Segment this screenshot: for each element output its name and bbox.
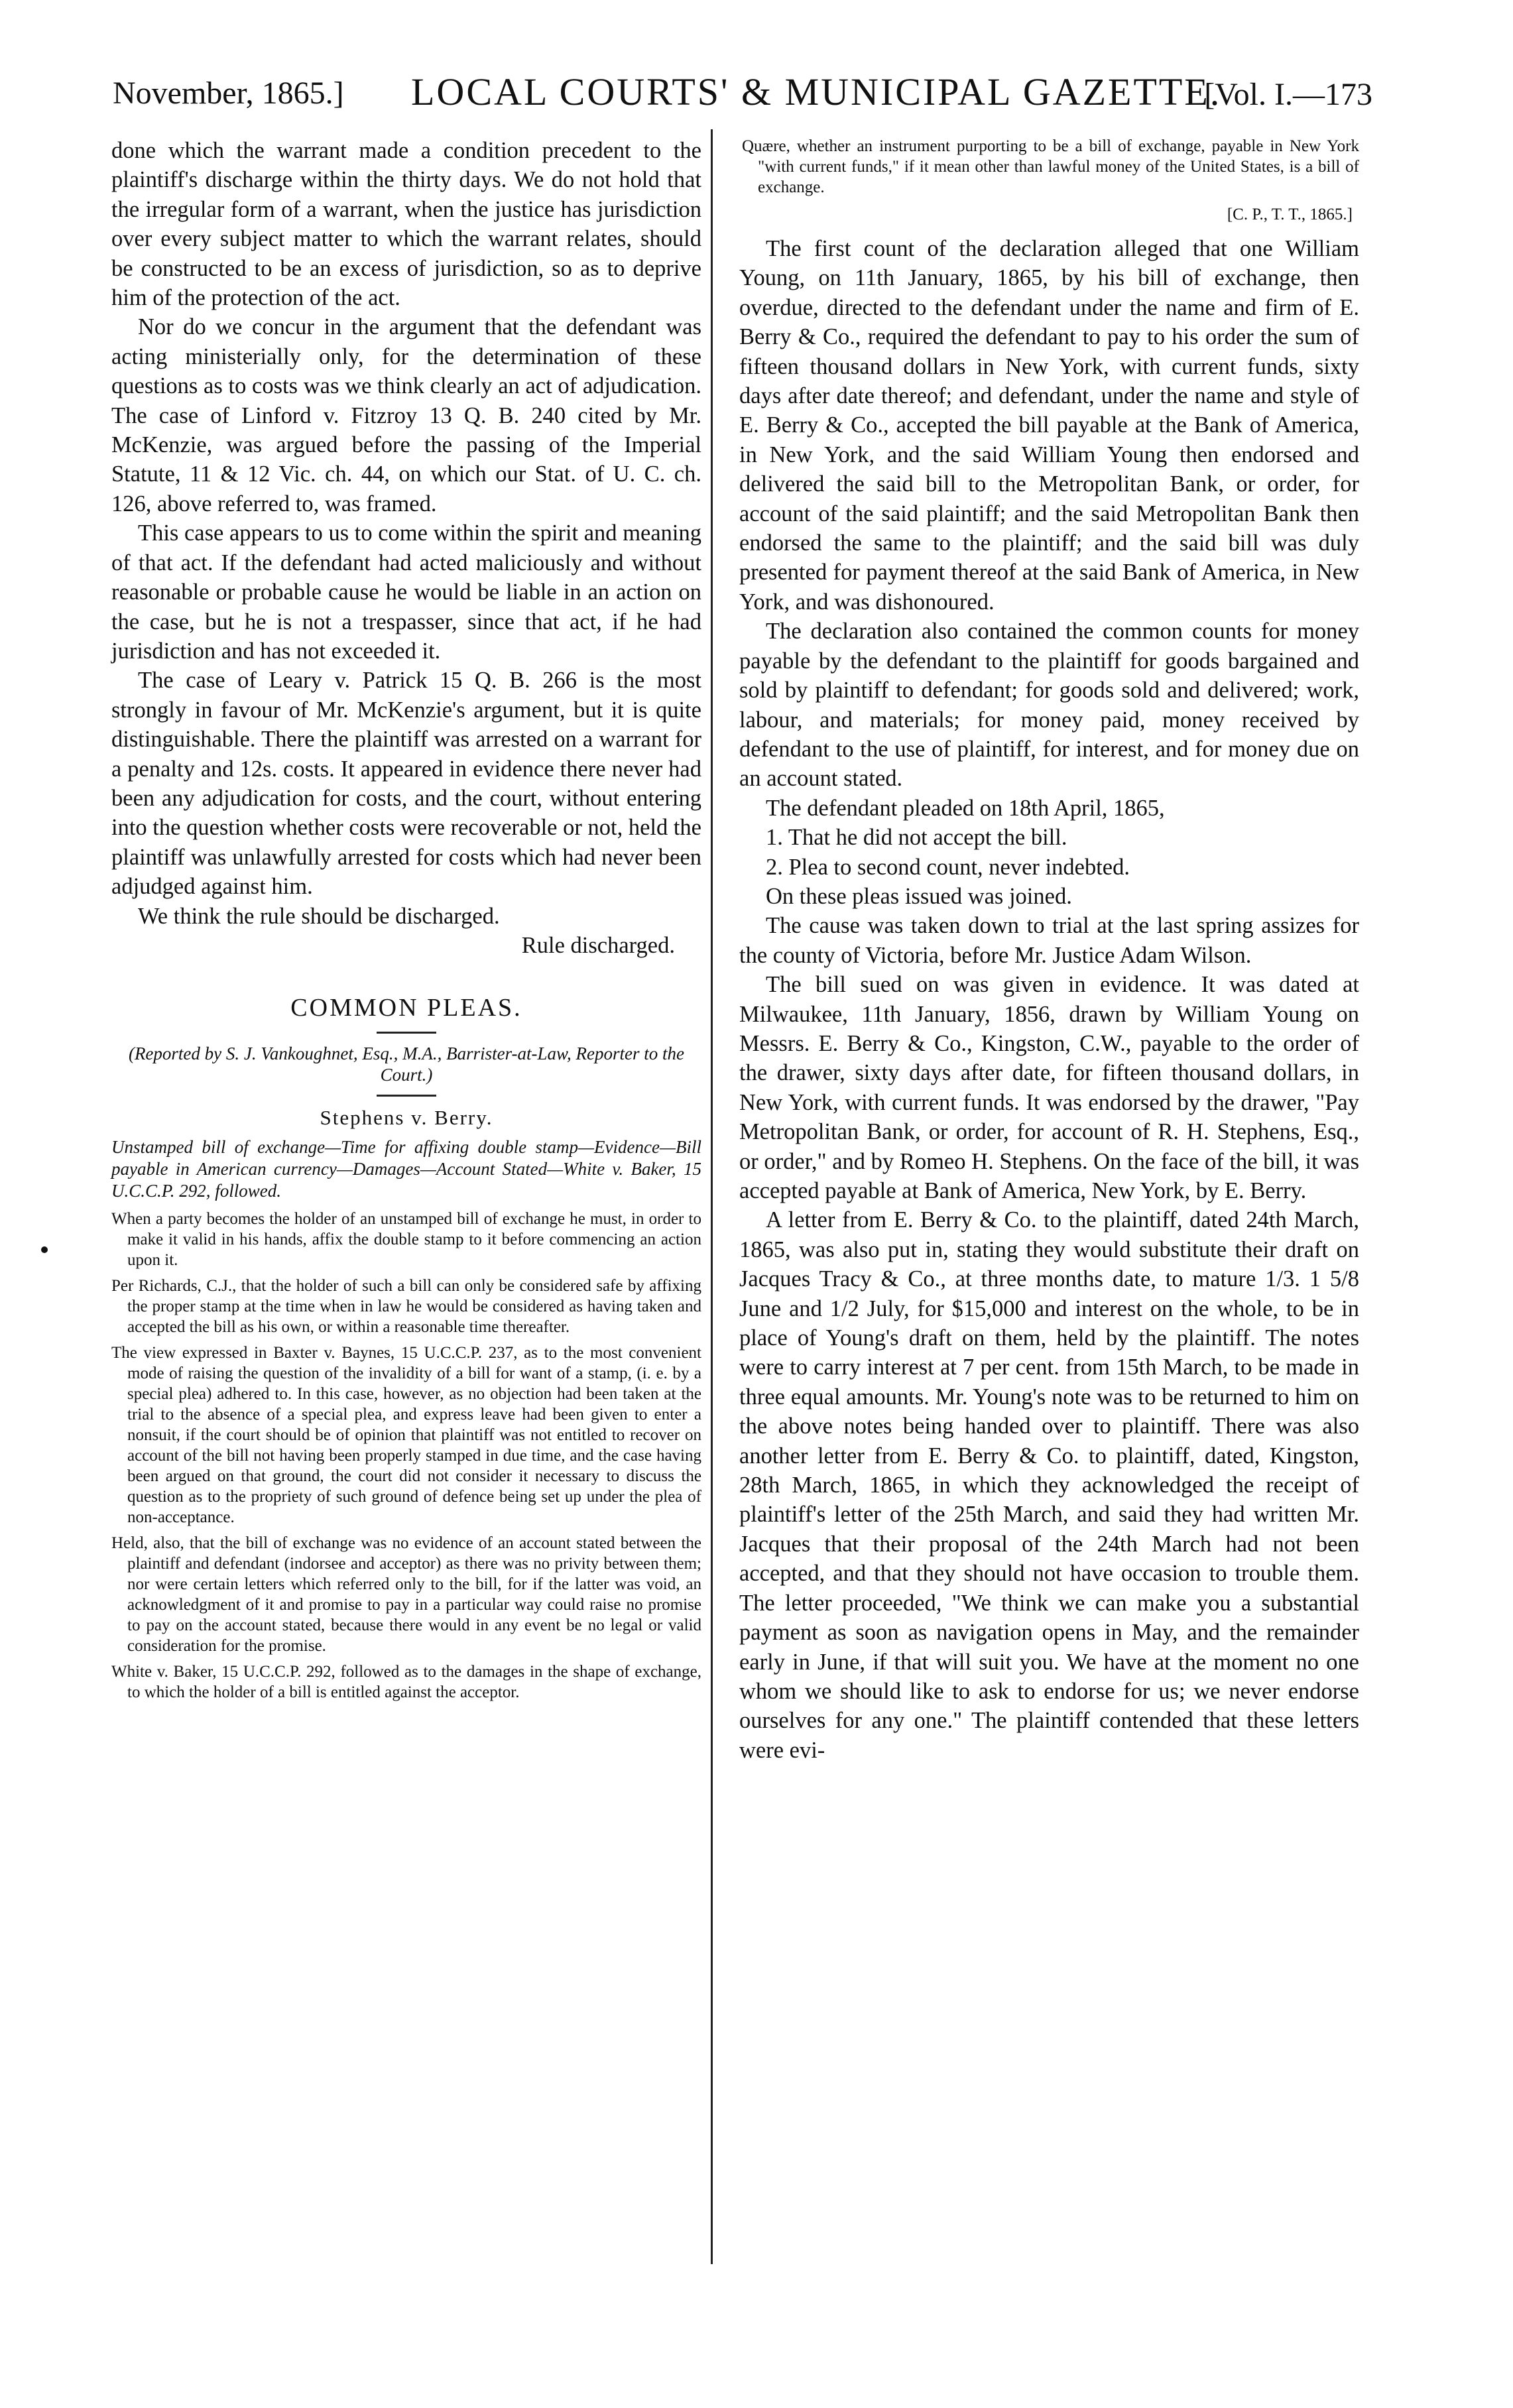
margin-mark bbox=[41, 1246, 48, 1253]
paragraph: The case of Leary v. Patrick 15 Q. B. 266 is the most strongly in favour of Mr. McKenzie's argument, but it is quite distinguishable. There the plaintiff was arrested on a warrant for a penalty and 12s. costs. It appeared in evidence there never had been any adjudication for costs, and the court, without entering into the question whether costs were recoverable or not, held the plaintiff was unlawfully arrested for costs which had never been adjudged against him. bbox=[111, 668, 701, 900]
divider bbox=[377, 1095, 436, 1097]
paragraph: On these pleas issued was joined. bbox=[766, 883, 1072, 909]
header-date: November, 1865.] bbox=[113, 76, 344, 111]
paragraph: We think the rule should be discharged. bbox=[138, 903, 500, 929]
plea-item: 1. That he did not accept the bill. bbox=[766, 825, 1067, 851]
note: Held, also, that the bill of exchange was no evidence of an account stated between the plaintiff and defendant (indorsee and acceptor) as there was no privity between them; nor were certain letters which referred only to the bill, for if the latter was void, an acknowledgment of it and promise to pay in a particular way could raise no promise to pay on the account stated, because there would in any event be no legal or valid consideration for the promise. bbox=[111, 1534, 701, 1656]
paragraph: The defendant pleaded on 18th April, 1865, bbox=[766, 795, 1165, 821]
note: The view expressed in Baxter v. Baynes, 15 U.C.C.P. 237, as to the most convenient mode of raising the question of the invalidity of a bill for want of a stamp, (i. e. by a special plea) adhered to. In this case, however, as no objection had been taken at the trial to the absence of a special plea, and express leave had been given to enter a nonsuit, if the court should be of opinion that plaintiff was not entitled to recover on account of the bill not having been properly stamped in due time, and the case having been argued on that ground, the court did not consider it necessary to discuss the question as to the propriety of such ground of defence being set up under the plea of non-acceptance. bbox=[111, 1344, 701, 1527]
note: When a party becomes the holder of an unstamped bill of exchange he must, in order to make it valid in his hands, affix the double stamp to it before commencing an action upon it. bbox=[111, 1210, 701, 1270]
header-title: LOCAL COURTS' & MUNICIPAL GAZETTE. bbox=[411, 70, 1222, 113]
left-column bbox=[111, 136, 701, 1703]
note: White v. Baker, 15 U.C.C.P. 292, followed as to the damages in the shape of exchange, to which the holder of a bill is entitled against the acceptor. bbox=[111, 1663, 701, 1702]
headnote: Unstamped bill of exchange—Time for affixing double stamp—Evidence—Bill payable in American currency—Damages—Account Stated—White v. Baker, 15 U.C.C.P. 292, followed. bbox=[111, 1137, 701, 1201]
paragraph: done which the warrant made a condition precedent to the plaintiff's discharge within the thirty days. We do not hold that the irregular form of a warrant, when the justice has jurisdiction over every subject matter to which the warrant relates, should be constructed to be an excess of jurisdiction, so as to deprive him of the protection of the act. bbox=[111, 138, 701, 311]
rule-discharged: Rule discharged. bbox=[521, 932, 675, 958]
column-divider bbox=[711, 129, 713, 2264]
paragraph: The first count of the declaration alleged that one William Young, on 11th January, 1865, by his bill of exchange, then overdue, directed to the defendant under the name and firm of E. Berry & Co., required the defendant to pay to his order the sum of fifteen thousand dollars in New York, with current funds, sixty days after date thereof; and defendant, under the name and style of E. Berry & Co., accepted the bill payable at the Bank of America, in New York, and the said William Young then endorsed and delivered the said bill to the Metropolitan Bank, or order, for account of the said plaintiff; and the said Metropolitan Bank then endorsed the same to the plaintiff; and the said bill was duly presented for payment thereof at the said Bank of America, in New York, and was dishonoured. bbox=[739, 236, 1359, 615]
plea-item: 2. Plea to second count, never indebted. bbox=[766, 854, 1130, 880]
paragraph: A letter from E. Berry & Co. to the plaintiff, dated 24th March, 1865, was also put in, stating they would substitute their draft on Jacques Tracy & Co., at three months date, to mature 1/3. 1 5/8 June and 1/2 July, for $15,000 and interest on the whole, to be in place of Young's draft on them, held by the plaintiff. The notes were to carry interest at 7 per cent. from 15th March, to be made in three equal amounts. Mr. Young's note was to be returned to him on the above notes being handed over to plaintiff. There was also another letter from E. Berry & Co. to plaintiff, dated, Kingston, 28th March, 1865, in which they acknowledged the receipt of plaintiff's letter of the 25th March, and said they had written Mr. Jacques that their proposal of the 24th March had not been accepted, and that they should not have occasion to trouble them. The letter proceeded, "We think we can make you a substantial payment as soon as navigation opens in May, and the remainder early in June, if that will suit you. We have at the moment no one whom we should like to ask to endorse for us; we never endorse ourselves for any one." The plaintiff contended that these letters were evi- bbox=[739, 1207, 1359, 1763]
paragraph: The declaration also contained the common counts for money payable by the defendant to the plaintiff for goods bargained and sold by plaintiff to defendant; for goods sold and delivered; work, labour, and materials; for money paid, money received by defendant to the use of plaintiff, for interest, and for money due on an account stated. bbox=[739, 619, 1359, 792]
note: Per Richards, C.J., that the holder of such a bill can only be considered safe by affixing the proper stamp at the time when in law he would be considered as having taken and accepted the bill as his own, or within a reasonable time thereafter. bbox=[111, 1277, 701, 1337]
page-header bbox=[113, 70, 1372, 123]
right-column bbox=[739, 136, 1359, 1765]
section-title: COMMON PLEAS. bbox=[290, 994, 522, 1022]
paragraph: The cause was taken down to trial at the last spring assizes for the county of Victoria, before Mr. Justice Adam Wilson. bbox=[739, 913, 1359, 968]
reporter-line: (Reported by S. J. Vankoughnet, Esq., M.A., Barrister-at-Law, Reporter to the Court.) bbox=[128, 1044, 685, 1085]
court-citation: [C. P., T. T., 1865.] bbox=[1227, 206, 1353, 223]
paragraph: This case appears to us to come within the spirit and meaning of that act. If the defendant had acted maliciously and without reasonable or probable cause he would be liable in an action on the case, but he is not a trespasser, since that act, if he had jurisdiction and has not exceeded it. bbox=[111, 520, 701, 664]
header-volume: [Vol. I.—173 bbox=[1204, 77, 1372, 112]
case-title: Stephens v. Berry. bbox=[320, 1106, 493, 1130]
paragraph: Nor do we concur in the argument that the defendant was acting ministerially only, for the determination of these questions as to costs was we think clearly an act of adjudication. The case of Linford v. Fitzroy 13 Q. B. 240 cited by Mr. McKenzie, was argued before the passing of the Imperial Statute, 11 & 12 Vic. ch. 44, on which our Stat. of U. C. ch. 126, above referred to, was framed. bbox=[111, 314, 701, 516]
divider bbox=[377, 1032, 436, 1034]
quaere-note: Quære, whether an instrument purporting to be a bill of exchange, payable in New York "with current funds," if it mean other than lawful money of the United States, is a bill of exchange. bbox=[742, 137, 1359, 196]
paragraph: The bill sued on was given in evidence. It was dated at Milwaukee, 11th January, 1856, drawn by William Young on Messrs. E. Berry & Co., Kingston, C.W., payable to the order of the drawer, sixty days after date, for fifteen thousand dollars, in New York, with current funds. It was endorsed by the drawer, "Pay Metropolitan Bank, or order, for account of R. H. Stephens, Esq., or order," and by Romeo H. Stephens. On the face of the bill, it was accepted payable at Bank of America, New York, by E. Berry. bbox=[739, 972, 1359, 1203]
